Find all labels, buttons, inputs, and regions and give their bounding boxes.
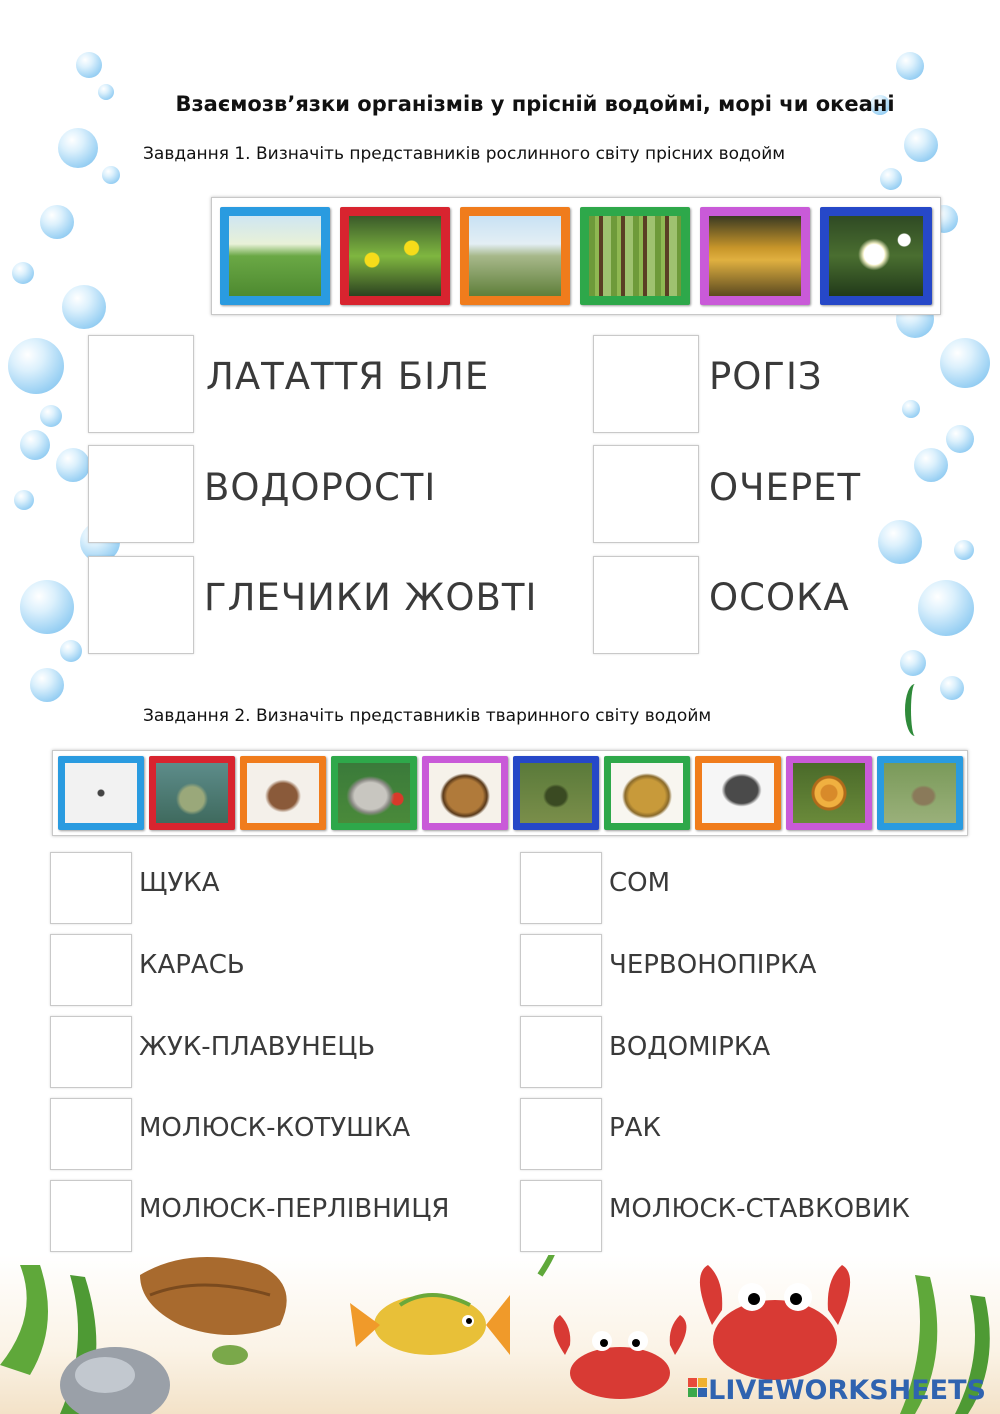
task2-label-pearl-mussel: МОЛЮСК-ПЕРЛІВНИЦЯ bbox=[139, 1194, 450, 1224]
task2-label-crayfish: РАК bbox=[609, 1113, 661, 1143]
sea-bottom-illustration bbox=[0, 1255, 1000, 1414]
task1-tile-yellow-lily[interactable] bbox=[340, 207, 450, 305]
task1-tile-cattail[interactable] bbox=[580, 207, 690, 305]
task1-label-sedge: ОСОКА bbox=[709, 576, 850, 619]
task2-tile-catfish[interactable] bbox=[695, 756, 781, 830]
task1-answer-box-4[interactable] bbox=[593, 335, 699, 433]
task2-tile-pearl-mussel[interactable] bbox=[422, 756, 508, 830]
task2-tile-ramshorn-snail[interactable] bbox=[786, 756, 872, 830]
task1-answer-box-2[interactable] bbox=[88, 445, 194, 543]
task2-image-strip bbox=[52, 750, 968, 836]
pike-icon bbox=[156, 763, 228, 823]
task2-answer-box-3[interactable] bbox=[50, 1016, 132, 1088]
task2-label-catfish: СОМ bbox=[609, 868, 671, 898]
task2-label-water-strider: ВОДОМІРКА bbox=[609, 1032, 771, 1062]
page-title: Взаємозв’язки організмів у прісній водоймі, морі чи океані bbox=[175, 92, 895, 116]
task1-label-white-water-lily: ЛАТАТТЯ БІЛЕ bbox=[206, 355, 490, 398]
task1-image-strip bbox=[211, 197, 941, 315]
task1-tile-white-lily[interactable] bbox=[820, 207, 932, 305]
liveworksheets-brand[interactable]: LIVEWORKSHEETS bbox=[708, 1375, 986, 1406]
task2-tile-pike[interactable] bbox=[149, 756, 235, 830]
task2-answer-box-8[interactable] bbox=[520, 1016, 602, 1088]
task1-answer-box-5[interactable] bbox=[593, 445, 699, 543]
task2-label-crucian-carp: КАРАСЬ bbox=[139, 950, 245, 980]
reed-icon bbox=[469, 216, 561, 296]
white-water-lily-icon bbox=[829, 216, 923, 296]
task1-tile-reed[interactable] bbox=[460, 207, 570, 305]
task2-tile-diving-beetle[interactable] bbox=[513, 756, 599, 830]
task1-label-yellow-water-lily: ГЛЕЧИКИ ЖОВТІ bbox=[204, 576, 538, 619]
crayfish-icon bbox=[247, 763, 319, 823]
task2-label-pike: ЩУКА bbox=[139, 868, 220, 898]
task2-tile-crayfish[interactable] bbox=[240, 756, 326, 830]
task2-answer-box-4[interactable] bbox=[50, 1098, 132, 1170]
task2-label-diving-beetle: ЖУК-ПЛАВУНЕЦЬ bbox=[139, 1032, 376, 1062]
task1-heading: Завдання 1. Визначіть представників рослинного світу прісних водойм bbox=[143, 144, 786, 164]
crucian-carp-icon bbox=[611, 763, 683, 823]
rudd-icon bbox=[338, 763, 410, 823]
task2-tile-crucian-carp[interactable] bbox=[604, 756, 690, 830]
task2-answer-box-10[interactable] bbox=[520, 1180, 602, 1252]
grass-icon bbox=[229, 216, 321, 296]
task1-answer-box-3[interactable] bbox=[88, 556, 194, 654]
task2-tile-pond-snail[interactable] bbox=[877, 756, 963, 830]
task2-label-ramshorn-snail: МОЛЮСК-КОТУШКА bbox=[139, 1113, 411, 1143]
task2-tile-rudd[interactable] bbox=[331, 756, 417, 830]
ramshorn-snail-icon bbox=[793, 763, 865, 823]
task2-answer-box-6[interactable] bbox=[520, 852, 602, 924]
task2-answer-box-1[interactable] bbox=[50, 852, 132, 924]
task1-label-reed: ОЧЕРЕТ bbox=[709, 466, 862, 509]
pond-snail-icon bbox=[884, 763, 956, 823]
task2-tile-water-strider[interactable] bbox=[58, 756, 144, 830]
seaweed-icon bbox=[905, 684, 925, 736]
diving-beetle-icon bbox=[520, 763, 592, 823]
task2-label-rudd: ЧЕРВОНОПІРКА bbox=[609, 950, 817, 980]
task1-answer-box-6[interactable] bbox=[593, 556, 699, 654]
task2-heading: Завдання 2. Визначіть представників тваринного світу водойм bbox=[143, 706, 712, 726]
task1-label-algae: ВОДОРОСТІ bbox=[204, 466, 437, 509]
task1-tile-grass[interactable] bbox=[220, 207, 330, 305]
pearl-mussel-icon bbox=[429, 763, 501, 823]
catfish-icon bbox=[702, 763, 774, 823]
cattail-icon bbox=[589, 216, 681, 296]
task1-label-cattail: РОГІЗ bbox=[709, 355, 823, 398]
algae-icon bbox=[709, 216, 801, 296]
liveworksheets-logo-icon bbox=[688, 1378, 708, 1404]
task1-answer-box-1[interactable] bbox=[88, 335, 194, 433]
task2-answer-box-7[interactable] bbox=[520, 934, 602, 1006]
task2-answer-box-5[interactable] bbox=[50, 1180, 132, 1252]
task2-answer-box-2[interactable] bbox=[50, 934, 132, 1006]
task2-answer-box-9[interactable] bbox=[520, 1098, 602, 1170]
yellow-water-lily-icon bbox=[349, 216, 441, 296]
task1-tile-algae[interactable] bbox=[700, 207, 810, 305]
water-strider-icon bbox=[65, 763, 137, 823]
task2-label-pond-snail: МОЛЮСК-СТАВКОВИК bbox=[609, 1194, 910, 1224]
